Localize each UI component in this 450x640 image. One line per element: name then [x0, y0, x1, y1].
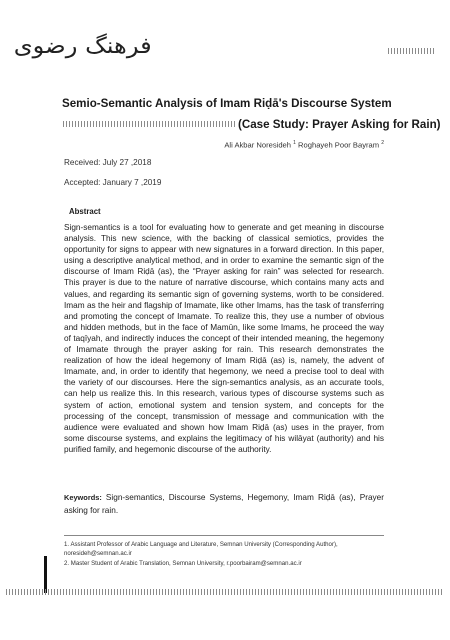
footnote: 1. Assistant Professor of Arabic Language and Literature, Semnan University (Corresponding Author), noresideh@semnan.ac.ir — [64, 541, 338, 558]
keywords-text: Sign-semantics, Discourse Systems, Hegemony, Imam Riḍā (as), Prayer asking for rain. — [64, 493, 384, 515]
journal-logo: فرهنگ رضوی — [13, 34, 152, 59]
abstract-text: Sign-semantics is a tool for evaluating how to generate and get meaning in discourse analysis. This new science, with the backing of classical semiotics, provides the opportunity for signs to appear with new signatures in a forward direction. In this paper, using a descriptive analytical method, and in order to examine the semantic sign of the discourse of Imam Riḍā (as), the “Prayer asking for rain” was selected for research. This prayer is due to the nature of narrative discourse, which contains many acts and values, and regarding its semantic sign of governing systems, worth to be considered. Imam as the heir and flagship of Imamate, like other Imams, has the task of transferring and promoting the concept of Imamate. To realize this, they use a number of obvious and hidden methods, but in the face of Mamūn, like some Imams, he proceed the way of taqīyah, and indirectly induces the concept of their intended meaning, the hegemony of Imamate through the prayer asking for rain. This research demonstrates the realization of how the ideal hegemony of Imam Riḍā (as) is, namely, the advent of Imamate, and, in order to identify that hegemony, we need a precise tool to deal with the variety of our discourses. Here the sign-semantics analysis, as an accurate tools, can help us realize this. In this research, various types of discourse systems such as system of action, emotional system and tension system, and concepts for the processing of the concept, transmission of message and communication with the audience were evaluated and shown how Imam Riḍā (as) uses in the prayer, from some discourse systems, and explains the legitimacy of his wilāyat (authority) and his purified family, and hegemonic discourse of the authority. — [64, 223, 384, 454]
author-name: Ali Akbar Noresideh — [224, 140, 292, 150]
paper-title: Semio-Semantic Analysis of Imam Riḍā's Discourse System — [62, 97, 392, 110]
keywords-label: Keywords: — [64, 493, 102, 502]
page-marker — [44, 556, 47, 593]
header-rule — [388, 48, 434, 54]
paper-subtitle: (Case Study: Prayer Asking for Rain) — [238, 118, 441, 131]
received-date: Received: July 27 ,2018 — [64, 158, 152, 167]
accepted-date: Accepted: January 7 ,2019 — [64, 178, 162, 187]
author-name: Roghayeh Poor Bayram — [298, 140, 380, 150]
abstract-heading: Abstract — [69, 207, 101, 216]
author-line — [224, 140, 384, 150]
affiliation-mark: 2 — [381, 140, 384, 146]
affiliation-mark: 1 — [293, 140, 296, 146]
footnote-divider — [64, 535, 384, 536]
subtitle-rule — [63, 121, 235, 127]
footer-rule — [6, 589, 444, 595]
footnote: 2. Master Student of Arabic Translation, Semnan University, r.poorbairam@semnan.ac.ir — [64, 559, 302, 567]
keywords — [64, 492, 384, 517]
footnotes — [64, 540, 389, 568]
